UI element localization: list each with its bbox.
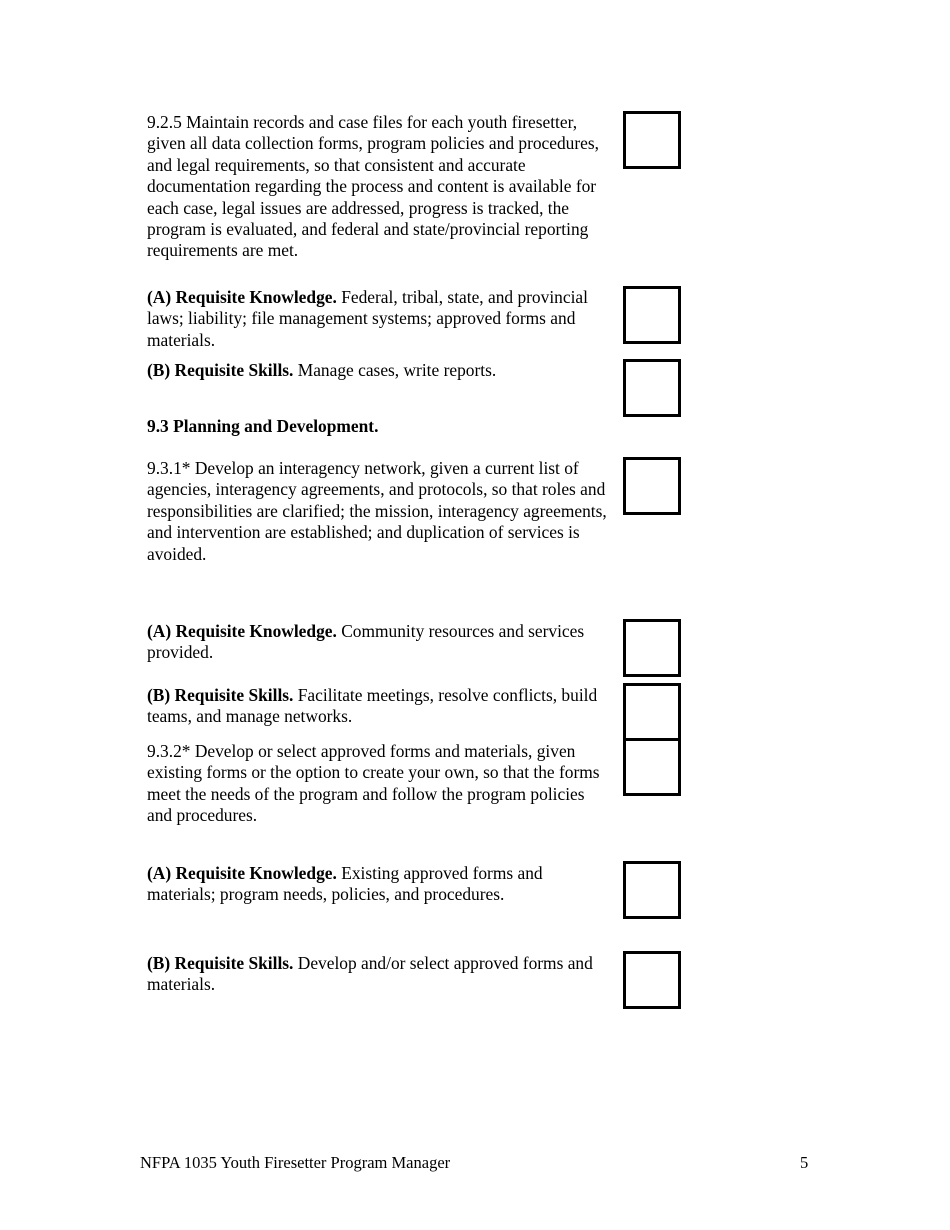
requisite-skills-label: (B) Requisite Skills. xyxy=(147,360,294,380)
requisite-knowledge-text: Federal, tribal, state, and provincial laws; liability; file management systems; approved forms and materials. xyxy=(147,287,588,350)
requisite-knowledge-9-3-2 xyxy=(147,863,609,906)
checkbox-9-3-2[interactable] xyxy=(623,738,681,796)
requisite-skills-text: Facilitate meetings, resolve conflicts, build teams, and manage networks. xyxy=(147,685,598,727)
requisite-skills-9-3-1 xyxy=(147,685,609,728)
checkbox-9-2-5-skills[interactable] xyxy=(623,359,681,417)
checkbox-9-3-1-knowledge[interactable] xyxy=(623,619,681,677)
checkbox-9-2-5-knowledge[interactable] xyxy=(623,286,681,344)
standard-9-2-5-text: 9.2.5 Maintain records and case files for each youth firesetter, given all data collection forms, program policies and procedures, and legal requirements, so that consistent and accurate documentation regarding the process and content is available for each case, legal issues are addressed, progress is tracked, the program is evaluated, and federal and state/provincial reporting requirements are met. xyxy=(147,112,600,261)
requisite-skills-label: (B) Requisite Skills. xyxy=(147,953,294,973)
checkbox-9-3-2-knowledge[interactable] xyxy=(623,861,681,919)
checkbox-9-3-1[interactable] xyxy=(623,457,681,515)
requisite-knowledge-label: (A) Requisite Knowledge. xyxy=(147,287,337,307)
checkbox-9-2-5[interactable] xyxy=(623,111,681,169)
requisite-knowledge-label: (A) Requisite Knowledge. xyxy=(147,863,337,883)
requisite-knowledge-text: Community resources and services provided. xyxy=(147,621,585,663)
requisite-skills-text: Develop and/or select approved forms and materials. xyxy=(147,953,593,995)
requisite-knowledge-9-2-5 xyxy=(147,287,609,351)
section-heading-9-3: 9.3 Planning and Development. xyxy=(147,416,379,436)
standard-9-3-2-text: 9.3.2* Develop or select approved forms and materials, given existing forms or the option to create your own, so that the forms meet the needs of the program and follow the program policies and procedures. xyxy=(147,741,600,826)
requisite-knowledge-text: Existing approved forms and materials; program needs, policies, and procedures. xyxy=(147,863,543,905)
requisite-skills-text: Manage cases, write reports. xyxy=(293,360,497,380)
requisite-skills-9-2-5 xyxy=(147,360,609,381)
standard-9-3-1-text: 9.3.1* Develop an interagency network, given a current list of agencies, interagency agreements, and protocols, so that roles and responsibilities are clarified; the mission, interagency agreements, and intervention are established; and duplication of services is avoided. xyxy=(147,458,607,564)
requisite-skills-9-3-2 xyxy=(147,953,609,996)
page-number: 5 xyxy=(800,1153,809,1172)
requisite-knowledge-label: (A) Requisite Knowledge. xyxy=(147,621,337,641)
requisite-knowledge-9-3-1 xyxy=(147,621,609,664)
requisite-skills-label: (B) Requisite Skills. xyxy=(147,685,294,705)
checkbox-9-3-1-skills[interactable] xyxy=(623,683,681,741)
checkbox-9-3-2-skills[interactable] xyxy=(623,951,681,1009)
footer-title: NFPA 1035 Youth Firesetter Program Manager xyxy=(140,1153,451,1172)
